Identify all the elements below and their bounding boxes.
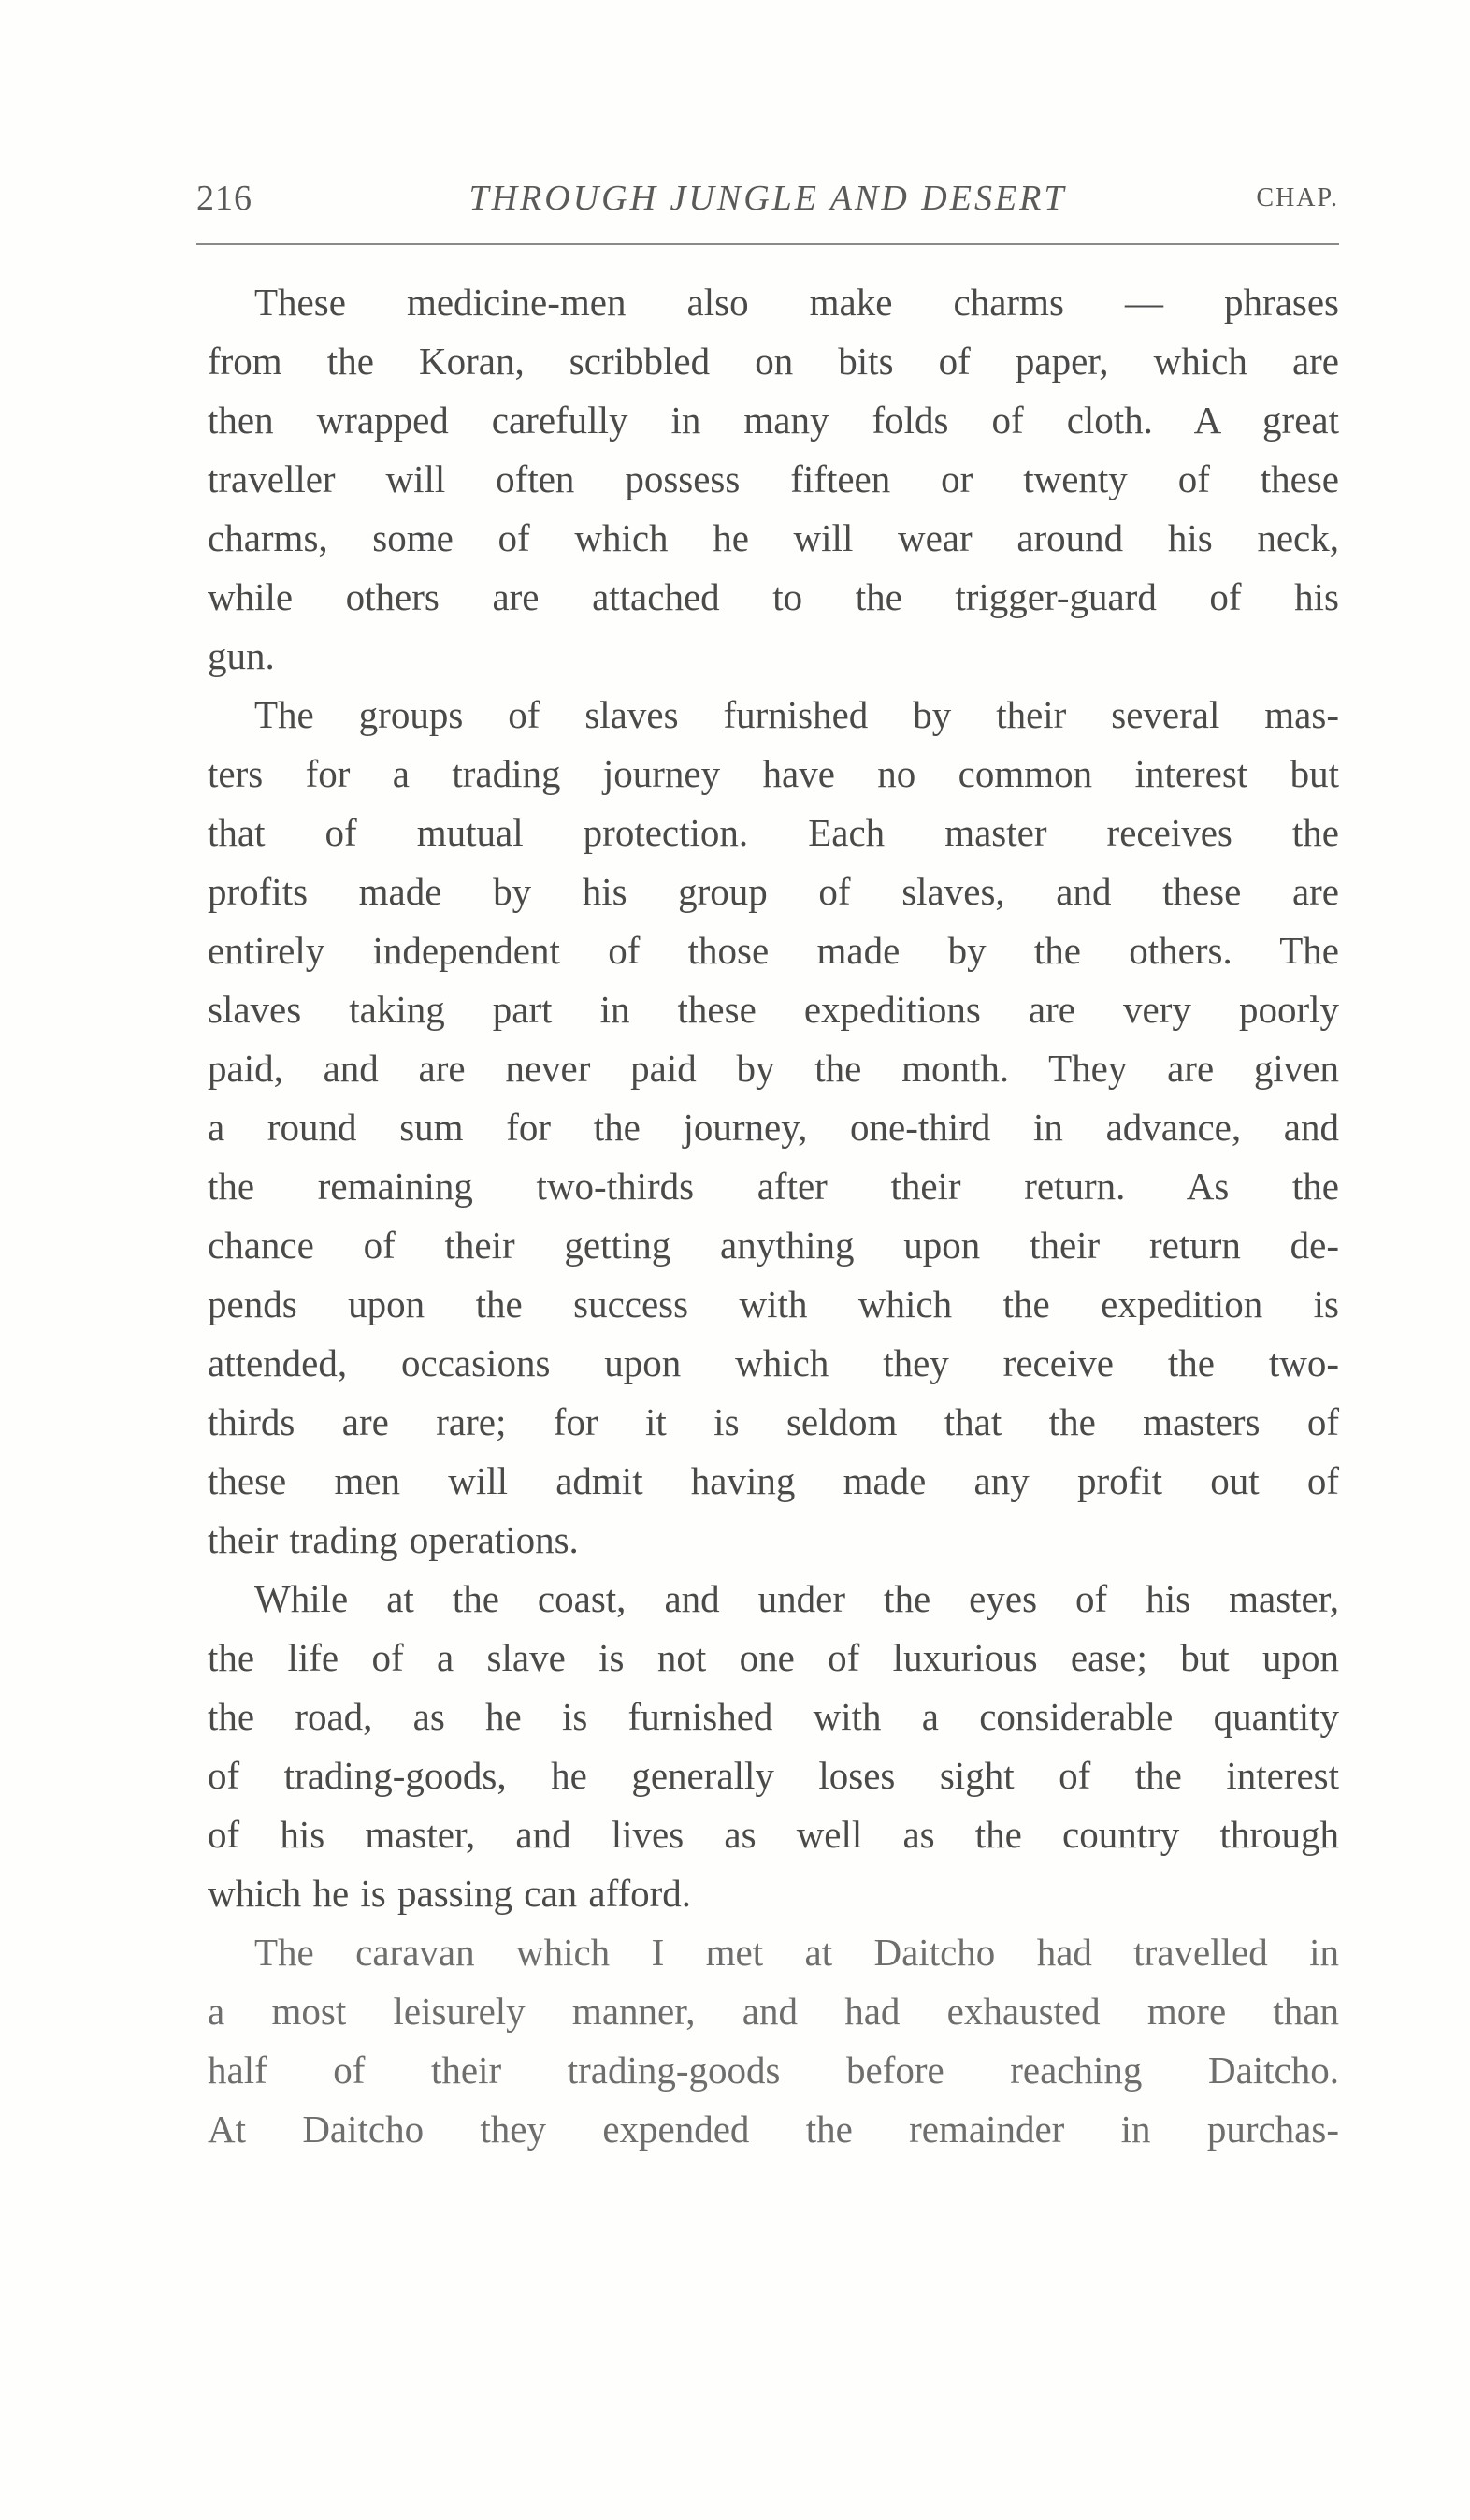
text-line: chance of their getting anything upon their return de-	[208, 1224, 1339, 1267]
paragraph-4	[208, 1923, 1339, 2159]
text-line: the remaining two-thirds after their return. As the	[208, 1165, 1339, 1208]
text-line: that of mutual protection. Each master receives the	[208, 811, 1339, 854]
chapter-mark: CHAP.	[1256, 183, 1339, 212]
text-line: their trading operations.	[208, 1518, 579, 1561]
text-line: a most leisurely manner, and had exhausted more than	[208, 1990, 1339, 2033]
text-line: of trading-goods, he generally loses sight of the interest	[208, 1754, 1339, 1797]
text-line: thirds are rare; for it is seldom that the masters of	[208, 1400, 1339, 1443]
text-line: while others are attached to the trigger-guard of his	[208, 575, 1339, 618]
text-line: These medicine-men also make charms — phrases	[254, 281, 1339, 324]
page-number: 216	[196, 179, 252, 218]
text-line: these men will admit having made any profit out of	[208, 1459, 1339, 1502]
text-line: traveller will often possess fifteen or twenty of these	[208, 457, 1339, 500]
text-line: slaves taking part in these expeditions are very poorly	[208, 988, 1339, 1031]
header-rule	[196, 243, 1339, 245]
running-title: THROUGH JUNGLE AND DESERT	[468, 179, 1067, 218]
paragraph-3	[208, 1570, 1339, 1923]
paragraph-1	[208, 273, 1339, 686]
text-line: profits made by his group of slaves, and these are	[208, 870, 1339, 913]
text-line: attended, occasions upon which they receive the two-	[208, 1341, 1339, 1384]
text-line: While at the coast, and under the eyes of his master,	[254, 1577, 1339, 1620]
text-line: from the Koran, scribbled on bits of paper, which are	[208, 340, 1339, 383]
text-line: half of their trading-goods before reaching Daitcho.	[208, 2049, 1339, 2092]
text-line: The caravan which I met at Daitcho had travelled in	[254, 1931, 1339, 1974]
text-line: The groups of slaves furnished by their several mas-	[254, 693, 1339, 736]
text-line: of his master, and lives as well as the country through	[208, 1813, 1339, 1856]
running-head	[196, 178, 1339, 234]
text-line: entirely independent of those made by the others. The	[208, 929, 1339, 972]
text-line: which he is passing can afford.	[208, 1872, 692, 1915]
text-line: gun.	[208, 634, 275, 677]
text-line: a round sum for the journey, one-third in advance, and	[208, 1106, 1339, 1149]
text-line: the road, as he is furnished with a considerable quantity	[208, 1695, 1339, 1738]
text-line: the life of a slave is not one of luxurious ease; but upon	[208, 1636, 1339, 1679]
text-line: ters for a trading journey have no common interest but	[208, 752, 1339, 795]
text-line: At Daitcho they expended the remainder in purchas-	[208, 2107, 1339, 2151]
paragraph-2	[208, 686, 1339, 1570]
body-text	[208, 273, 1339, 2159]
text-line: charms, some of which he will wear around his neck,	[208, 516, 1339, 559]
text-line: paid, and are never paid by the month. They are given	[208, 1047, 1339, 1090]
text-line: pends upon the success with which the expedition is	[208, 1282, 1339, 1325]
text-line: then wrapped carefully in many folds of cloth. A great	[208, 398, 1339, 442]
